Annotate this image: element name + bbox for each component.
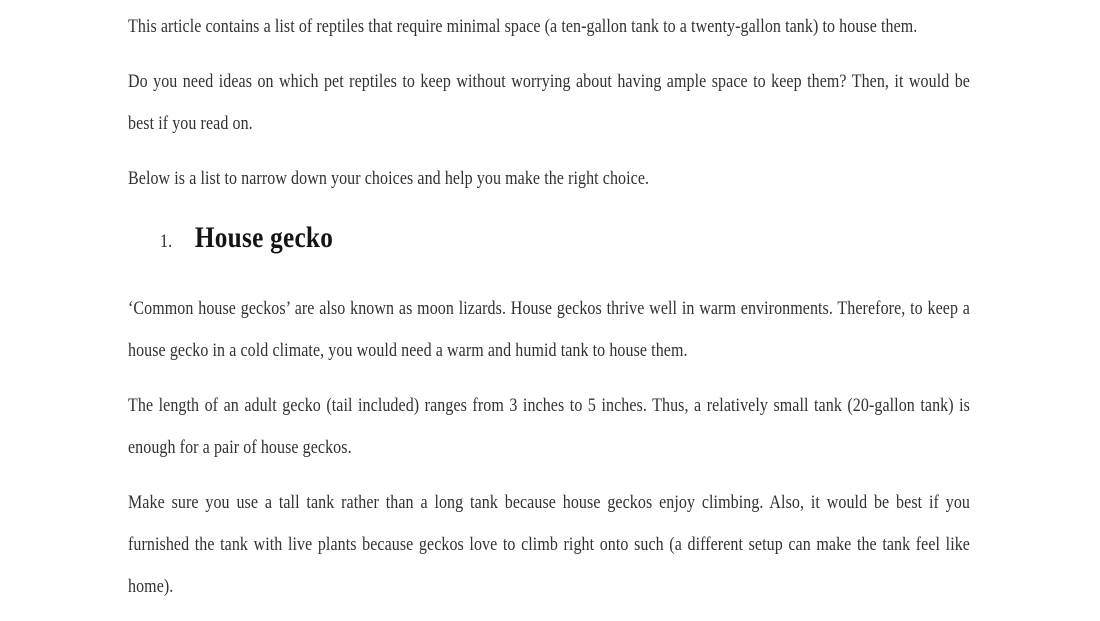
paragraph-intro-1: This article contains a list of reptiles that require minimal space (a ten-gallon tank to a twenty-gallon tank) to house them. — [128, 16, 918, 37]
article-content — [128, 0, 970, 621]
section-title: House gecko — [194, 221, 334, 254]
paragraph-gecko-1: ‘Common house geckos’ are also known as moon lizards. House geckos thrive well in warm environments. Therefore, to keep a house gecko in a cold climate, you would need a warm and humid tank to house them. — [128, 298, 970, 361]
section-heading — [128, 220, 970, 260]
paragraph-intro-3: Below is a list to narrow down your choices and help you make the right choice. — [128, 168, 650, 189]
paragraph-intro-2: Do you need ideas on which pet reptiles to keep without worrying about having ample space to keep them? Then, it would be best if you read on. — [128, 71, 970, 134]
paragraph-gecko-3: Make sure you use a tall tank rather than a long tank because house geckos enjoy climbing. Also, it would be best if you furnished the tank with live plants because geckos love to climb right onto such (a different setup can make the tank feel like home). — [128, 492, 970, 597]
section-list-number: 1. — [159, 231, 173, 252]
paragraph-gecko-2: The length of an adult gecko (tail included) ranges from 3 inches to 5 inches. Thus, a relatively small tank (20-gallon tank) is enough for a pair of house geckos. — [128, 395, 970, 458]
